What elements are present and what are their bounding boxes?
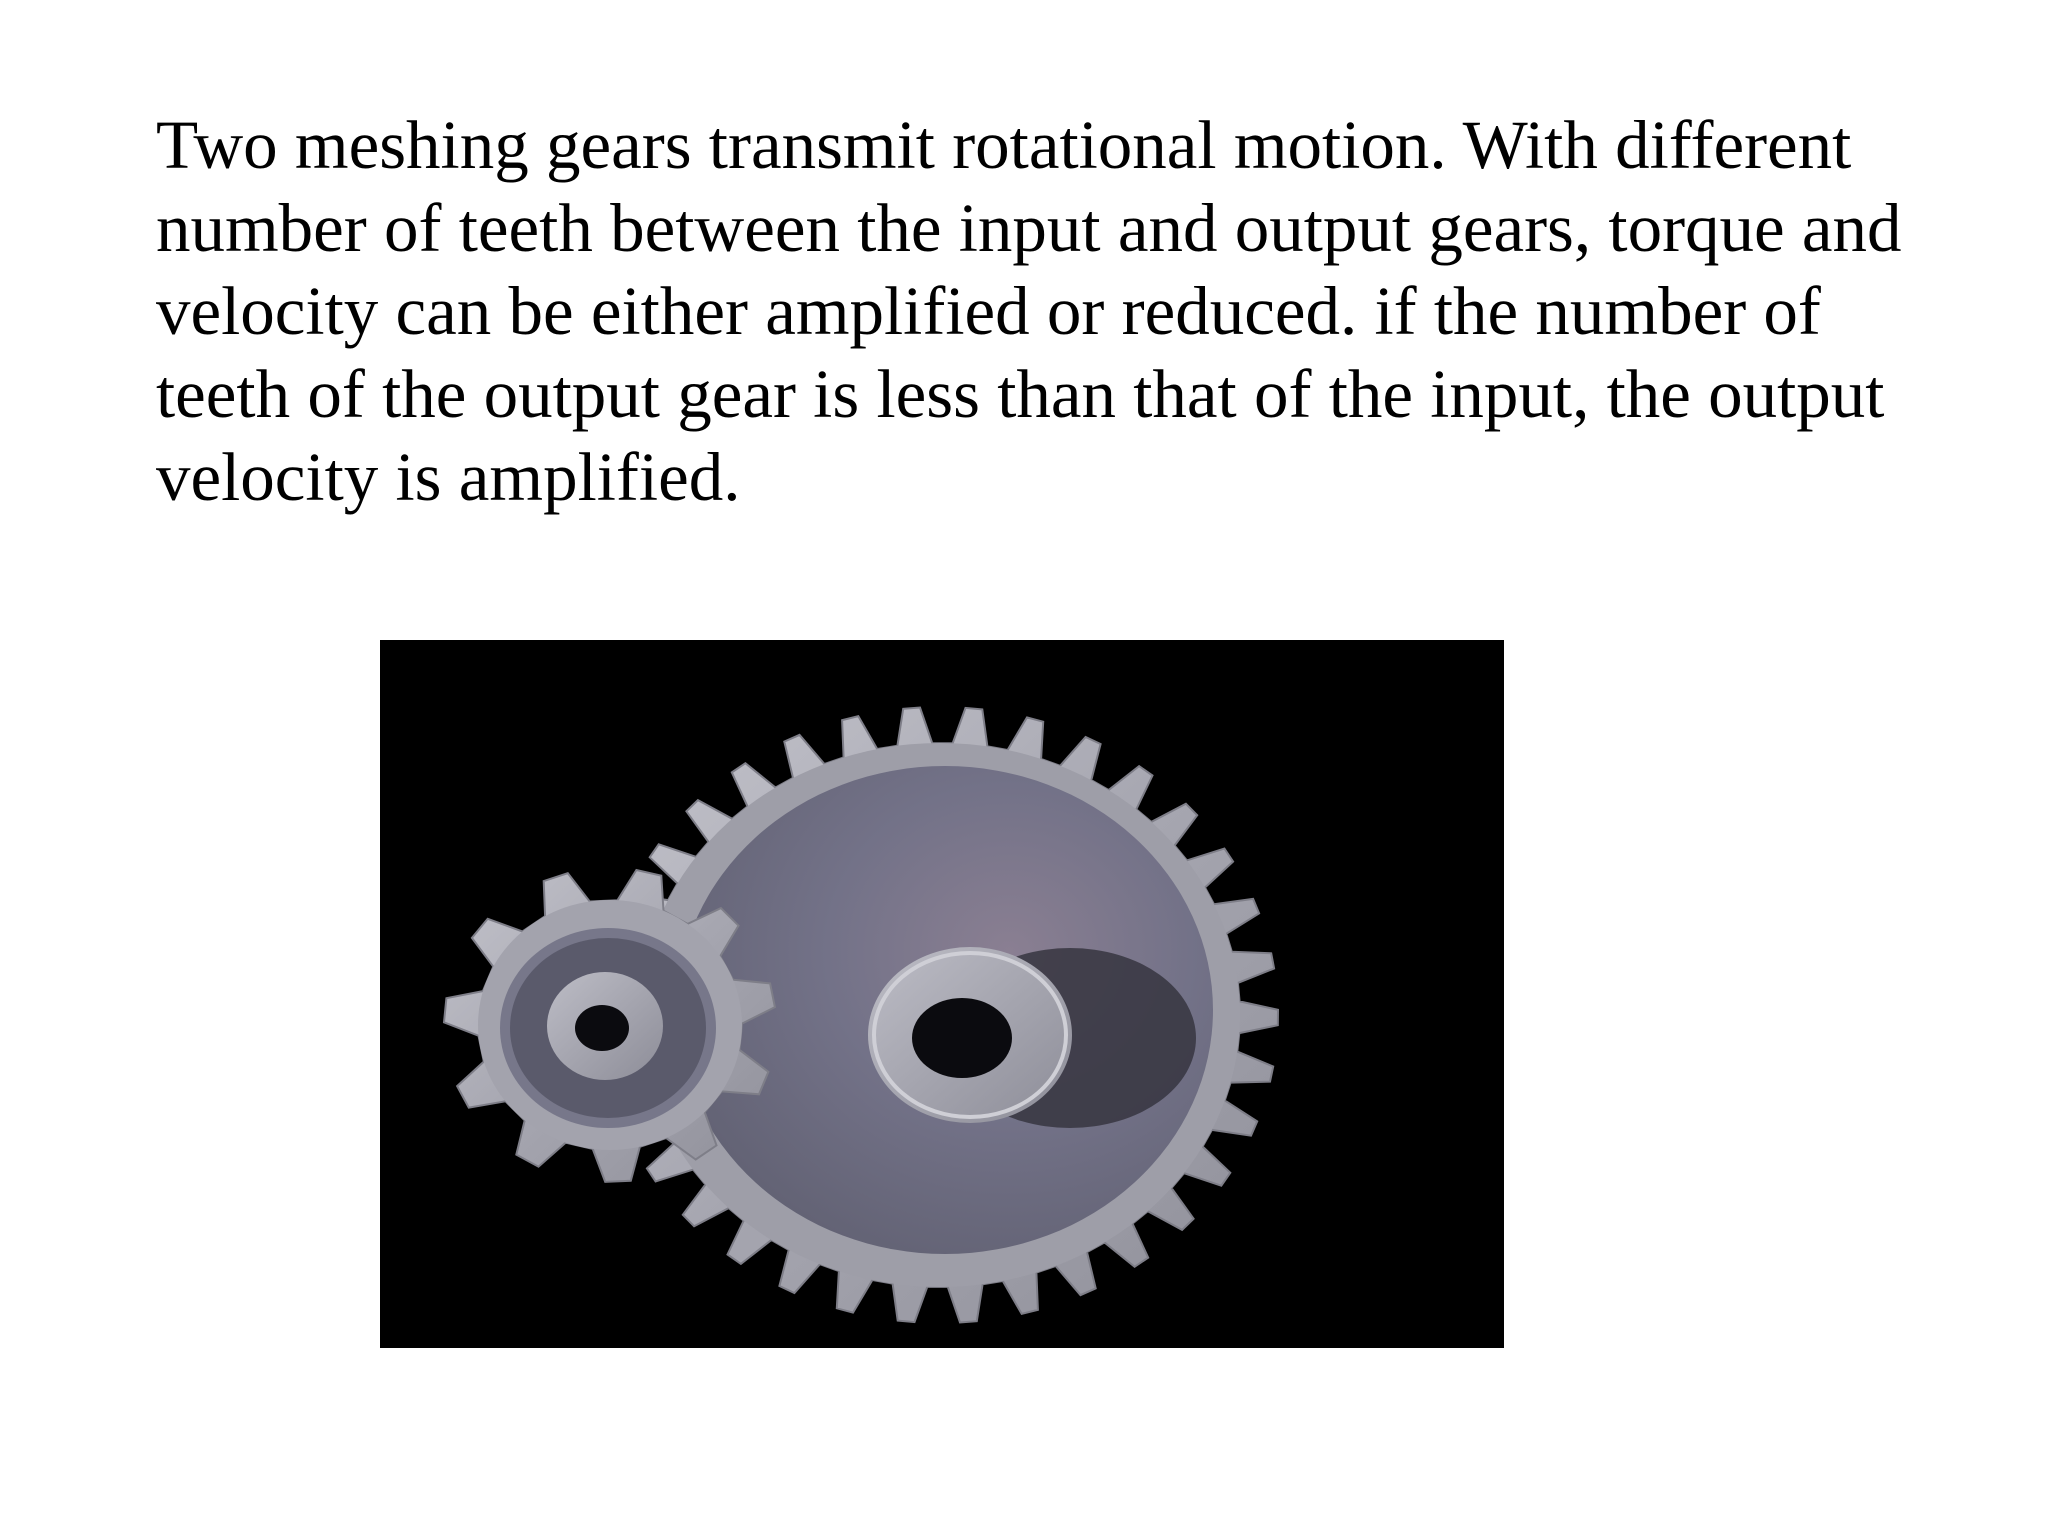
gears-illustration — [380, 640, 1504, 1348]
paragraph-line: number of teeth between the input and output gears, torque and — [156, 190, 1902, 266]
paragraph-line: teeth of the output gear is less than that of the input, the output — [156, 356, 1885, 432]
paragraph-line: Two meshing gears transmit rotational motion. With different — [156, 107, 1852, 183]
paragraph-line: velocity can be either amplified or reduced. if the number of — [156, 273, 1821, 349]
paragraph-line: velocity is amplified. — [156, 439, 741, 515]
body-paragraph — [156, 104, 1976, 519]
meshing-gears-image — [380, 640, 1504, 1348]
